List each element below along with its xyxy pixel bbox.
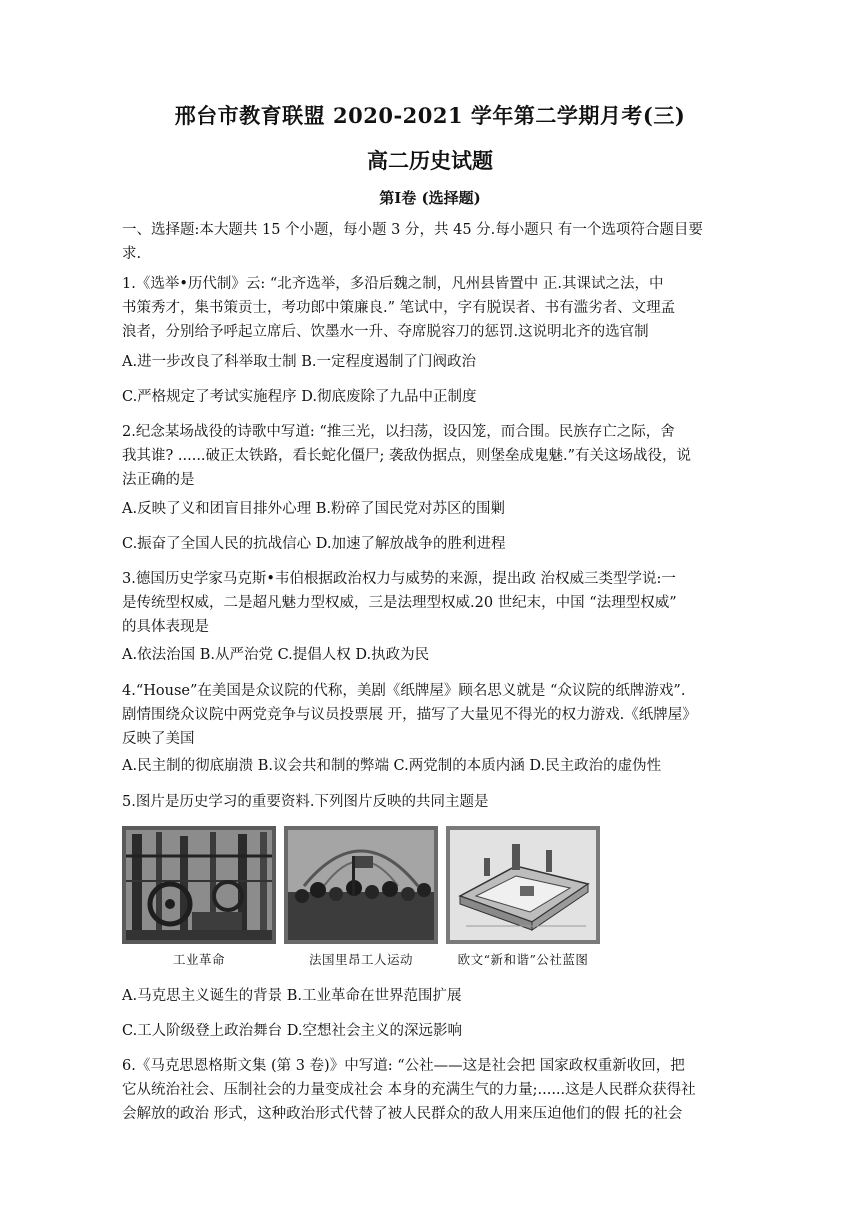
q3-line-3: 的具体表现是 xyxy=(122,619,209,635)
q1-line-3: 浪者，分别给予呼起立席后、饮墨水一升、夺席脱容刀的惩罚.这说明北齐的选官制 xyxy=(122,324,649,340)
q6-line-3: 会解放的政治 形式，这种政治形式代替了被人民群众的敌人用来压迫他们的假 托的社会 xyxy=(122,1106,683,1122)
figure-caption-3: 欧文“新和谐”公社蓝图 xyxy=(457,952,589,967)
q2-options-cd: C.振奋了全国人民的抗战信心 D.加速了解放战争的胜利进程 xyxy=(122,536,506,552)
q3-line-1: 3.德国历史学家马克斯•韦伯根据政治权力与威势的来源，提出政 治权威三类型学说:一 xyxy=(122,571,676,587)
figure-new-harmony xyxy=(446,826,600,944)
figure-caption-2: 法国里昂工人运动 xyxy=(308,952,413,967)
q1-options-ab: A.进一步改良了科举取士制 B.一定程度遏制了门阀政治 xyxy=(122,354,476,370)
q3-line-2: 是传统型权威，二是超凡魅力型权威，三是法理型权威.20 世纪末，中国 “法理型权威” xyxy=(122,595,677,611)
blueprint-engraving-image xyxy=(446,826,600,944)
intro-line-1: 一、选择题:本大题共 15 个小题，每小题 3 分，共 45 分.每小题只 有一个选项符合题目要 xyxy=(122,222,703,238)
question-6-stem xyxy=(122,1054,742,1126)
q2-line-2: 我其谁? ......破正太铁路，看长蛇化僵尸; 袭敌伪据点，则堡垒成鬼魅.”有关这场战役，说 xyxy=(122,448,692,464)
q1-line-2: 书策秀才，集书策贡士，考功郎中策廉良.” 笔试中，字有脱误者、书有滥劣者、文理孟 xyxy=(122,300,676,316)
q1-line-1: 1.《选举•历代制》云: “北齐选举，多沿后魏之制，凡州县皆置中 正.其课试之法，中 xyxy=(122,276,664,292)
section-heading: 第Ⅰ卷 (选择题) xyxy=(379,189,481,207)
q4-line-2: 剧情围绕众议院中两党竞争与议员投票展 开，描写了大量见不得光的权力游戏.《纸牌屋》 xyxy=(122,707,697,723)
q4-line-3: 反映了美国 xyxy=(122,731,195,747)
figure-lyon-workers xyxy=(284,826,438,944)
intro-text xyxy=(122,218,742,266)
q4-options: A.民主制的彻底崩溃 B.议会共和制的弊端 C.两党制的本质内涵 D.民主政治的虚伪性 xyxy=(122,758,662,774)
question-4-stem xyxy=(122,679,742,751)
figure-industrial-revolution xyxy=(122,826,276,944)
question-5-figures xyxy=(122,826,602,966)
exam-subtitle: 高二历史试题 xyxy=(367,148,493,173)
q6-line-2: 它从统治社会、压制社会的力量变成社会 本身的充满生气的力量;......这是人民群众获得社 xyxy=(122,1082,696,1098)
question-2-stem xyxy=(122,420,742,492)
q5-options-cd: C.工人阶级登上政治舞台 D.空想社会主义的深远影响 xyxy=(122,1023,463,1039)
figure-caption-1: 工业革命 xyxy=(172,952,225,967)
exam-title: 邢台市教育联盟 2020-2021 学年第二学期月考(三) xyxy=(174,103,686,128)
q1-options-cd: C.严格规定了考试实施程序 D.彻底废除了九品中正制度 xyxy=(122,389,477,405)
q4-line-1: 4.“House”在美国是众议院的代称，美剧《纸牌屋》顾名思义就是 “众议院的纸牌游戏”. xyxy=(122,683,686,699)
q6-line-1: 6.《马克思恩格斯文集 (第 3 卷)》中写道: “公社——这是社会把 国家政权重新收回，把 xyxy=(122,1058,685,1074)
machinery-engraving-image xyxy=(122,826,276,944)
intro-line-2: 求. xyxy=(122,246,142,262)
question-3-stem xyxy=(122,567,742,639)
q5-options-ab: A.马克思主义诞生的背景 B.工业革命在世界范围扩展 xyxy=(122,988,462,1004)
q2-options-ab: A.反映了义和团盲目排外心理 B.粉碎了国民党对苏区的围剿 xyxy=(122,501,505,517)
q3-options: A.依法治国 B.从严治党 C.提倡人权 D.执政为民 xyxy=(122,647,430,663)
question-1-stem xyxy=(122,272,742,344)
q2-line-3: 法正确的是 xyxy=(122,472,195,488)
question-5-stem: 5.图片是历史学习的重要资料.下列图片反映的共同主题是 xyxy=(122,794,489,810)
q2-line-1: 2.纪念某场战役的诗歌中写道: “推三光，以扫荡，设囚笼，而合围。民族存亡之际，舍 xyxy=(122,424,675,440)
crowd-engraving-image xyxy=(284,826,438,944)
